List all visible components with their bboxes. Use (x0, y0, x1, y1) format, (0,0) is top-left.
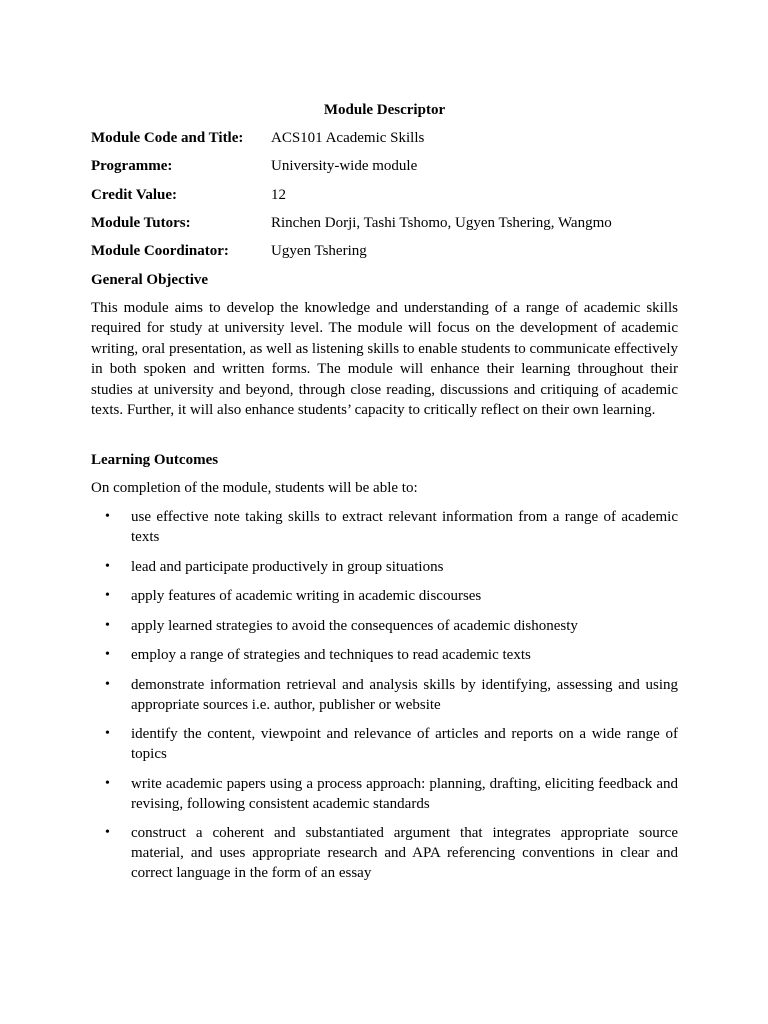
list-item (91, 774, 678, 814)
meta-key: Module Coordinator: (91, 243, 229, 260)
meta-value: University-wide module (271, 158, 418, 175)
general-objective-text: This module aims to develop the knowledge and understanding of a range of academic skills required for study at university level. The module will focus on the development of academic writing, oral presentation, as well as listening skills to enable students to communicate effectively in both spoken and written forms. The module will enhance their learning throughout their studies at university and beyond, through close reading, discussions and critiquing of academic texts. Further, it will also enhance students’ capacity to critically reflect on their own learning. (91, 300, 678, 419)
list-item (91, 675, 678, 715)
bullet-icon: • (105, 558, 110, 574)
list-item (91, 823, 678, 883)
learning-outcomes-list (91, 507, 678, 893)
meta-row-programme (91, 156, 678, 184)
meta-value: Ugyen Tshering (271, 243, 367, 260)
meta-key: Module Tutors: (91, 214, 191, 231)
bullet-icon: • (105, 775, 110, 791)
list-item-text: apply learned strategies to avoid the consequences of academic dishonesty (131, 617, 578, 634)
module-meta-table (91, 128, 678, 269)
meta-value: ACS101 Academic Skills (271, 130, 425, 146)
meta-row-module-code (91, 128, 678, 156)
list-item-text: lead and participate productively in group situations (131, 558, 444, 575)
general-objective-heading: General Objective (91, 272, 209, 288)
list-item (91, 507, 678, 547)
learning-outcomes-intro: On completion of the module, students will be able to: (91, 480, 418, 496)
list-item-text: use effective note taking skills to extract relevant information from a range of academic texts (131, 509, 678, 545)
meta-key: Credit Value: (91, 186, 177, 203)
document-title: Module Descriptor (323, 102, 446, 118)
list-item-text: identify the content, viewpoint and relevance of articles and reports on a wide range of topics (131, 726, 678, 762)
bullet-icon: • (105, 647, 110, 662)
bullet-icon: • (105, 726, 110, 741)
list-item-text: write academic papers using a process approach: planning, drafting, eliciting feedback and revising, following consistent academic standards (131, 775, 678, 812)
meta-value: Rinchen Dorji, Tashi Tshomo, Ugyen Tshering, Wangmo (271, 214, 612, 231)
list-item (91, 645, 678, 665)
bullet-icon: • (105, 617, 110, 633)
bullet-icon: • (105, 676, 110, 692)
bullet-icon: • (105, 509, 110, 524)
meta-row-module-coordinator (91, 241, 678, 269)
bullet-icon: • (105, 588, 110, 603)
learning-outcomes-heading: Learning Outcomes (91, 452, 219, 468)
list-item (91, 616, 678, 636)
list-item (91, 586, 678, 606)
meta-value: 12 (271, 186, 286, 203)
list-item-text: construct a coherent and substantiated argument that integrates appropriate source material, and uses appropriate research and APA referencing conventions in clear and correct language in the form of an essay (131, 825, 678, 881)
list-item-text: demonstrate information retrieval and analysis skills by identifying, assessing and using appropriate sources i.e. author, publisher or website (131, 676, 678, 713)
bullet-icon: • (105, 825, 110, 840)
meta-row-module-tutors (91, 213, 678, 241)
list-item (91, 557, 678, 577)
meta-row-credit-value (91, 185, 678, 213)
meta-key: Programme: (91, 158, 173, 175)
meta-key: Module Code and Title: (91, 130, 244, 146)
list-item (91, 724, 678, 764)
list-item-text: apply features of academic writing in academic discourses (131, 588, 482, 604)
list-item-text: employ a range of strategies and techniques to read academic texts (131, 647, 531, 663)
